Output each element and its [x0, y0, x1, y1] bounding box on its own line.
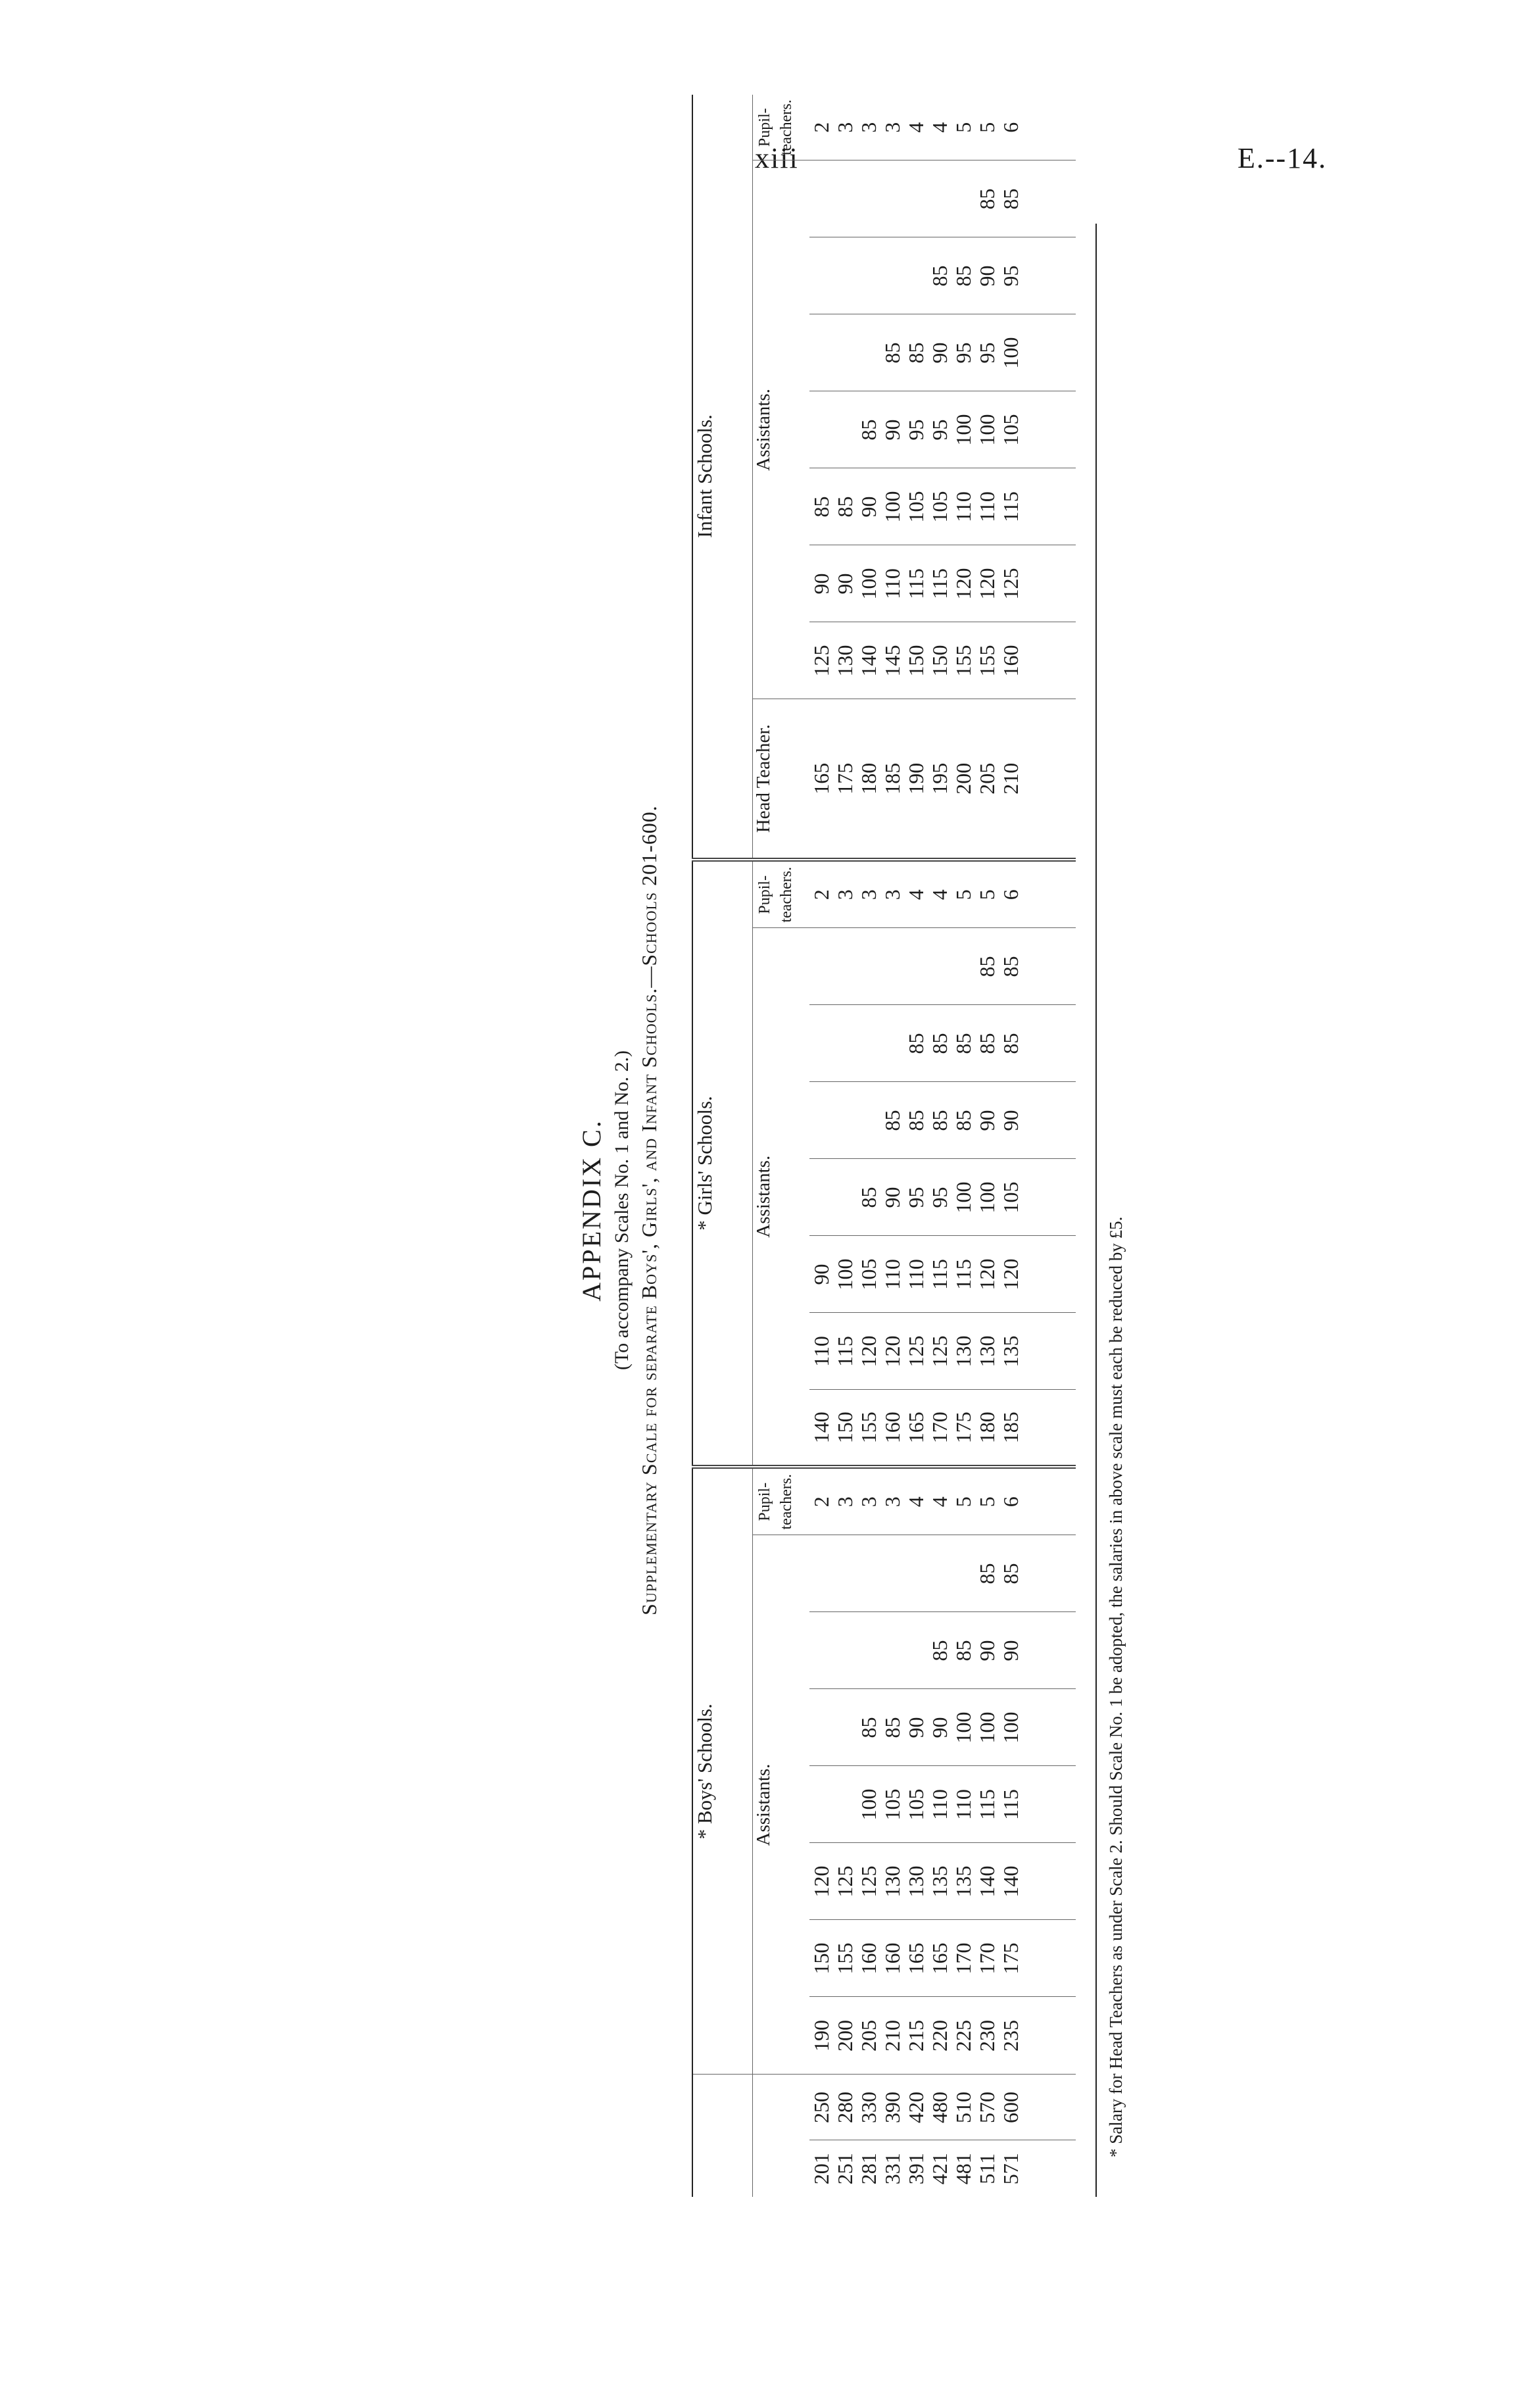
- scale-cell: 185: [999, 1412, 1022, 1444]
- girls-pupil-teachers-label: Pupil-teachers.: [756, 866, 795, 923]
- scale-cell: 130: [975, 1335, 999, 1367]
- scale-cell: [928, 160, 951, 237]
- scale-cell: 160: [857, 1942, 880, 1975]
- scale-cell: 85: [857, 419, 880, 441]
- scale-cell: 205: [857, 2020, 880, 2052]
- scale-cell: 3: [857, 1496, 880, 1508]
- scale-cell: 165: [904, 1412, 928, 1444]
- scale-cell: [809, 1536, 833, 1612]
- scale-cell: [904, 1613, 928, 1689]
- scale-column-10: [809, 1467, 1076, 1535]
- scale-cell: 90: [880, 1187, 904, 1208]
- scale-cell: 165: [904, 1942, 928, 1975]
- scale-cell: [833, 1613, 857, 1689]
- scale-cell: 160: [880, 1412, 904, 1444]
- scale-cell: 135: [999, 1335, 1022, 1367]
- footnote: * Salary for Head Teachers as under Scale 2. Should Scale No. 1 be adopted, the salaries in above scale must each be reduced by £5.: [1095, 224, 1126, 2197]
- scale-cell: 230: [975, 2020, 999, 2052]
- document-reference: E.--14.: [1238, 142, 1328, 174]
- scale-cell: 115: [928, 568, 951, 599]
- scale-cell: 6: [999, 1496, 1022, 1508]
- scale-cell: 95: [928, 1187, 951, 1208]
- scale-cell: 3: [833, 889, 857, 900]
- scale-cell: [833, 928, 857, 1004]
- scale-cell: [904, 237, 928, 314]
- scale-cell: 100: [857, 568, 880, 600]
- scale-cell: [857, 1536, 880, 1612]
- scale-cell: 251: [833, 2153, 857, 2185]
- scale-cell: 90: [999, 1640, 1022, 1661]
- scale-cell: 175: [951, 1412, 975, 1444]
- range-header: [692, 2075, 753, 2197]
- scale-cell: 125: [999, 568, 1022, 600]
- scale-cell: 330: [857, 2092, 880, 2123]
- scale-cell: [833, 1536, 857, 1612]
- scale-cell: 95: [999, 265, 1022, 287]
- scale-cell: 105: [928, 491, 951, 523]
- scale-cell: 85: [975, 956, 999, 977]
- appendix-heading: Supplementary Scale for separate Boys', Girls', and Infant Schools.—Schools 201-600.: [637, 805, 661, 1615]
- scale-cell: 90: [857, 496, 880, 518]
- scale-cell: 3: [833, 1496, 857, 1508]
- scale-column-3: [809, 1997, 1076, 2075]
- scale-column-6: [809, 1766, 1076, 1843]
- scale-cell: 4: [928, 1496, 951, 1508]
- scale-cell: 235: [999, 2020, 1022, 2052]
- scale-cell: [857, 237, 880, 314]
- scale-cell: 85: [857, 1187, 880, 1208]
- scale-cell: [809, 314, 833, 391]
- scale-cell: 150: [904, 645, 928, 677]
- scale-cell: 85: [928, 1033, 951, 1054]
- scale-cell: 85: [951, 265, 975, 287]
- scale-cell: [928, 1536, 951, 1612]
- scale-cell: 95: [904, 419, 928, 441]
- scale-cell: 85: [880, 1717, 904, 1738]
- scale-cell: 571: [999, 2153, 1022, 2185]
- scale-cell: 120: [975, 1258, 999, 1290]
- boys-assistants-header: Assistants.: [753, 1535, 810, 2075]
- scale-cell: 420: [904, 2092, 928, 2123]
- scale-cell: 125: [857, 1865, 880, 1898]
- scale-cell: [951, 1536, 975, 1612]
- scale-column-16: [809, 1005, 1076, 1082]
- range-subheader: [753, 2075, 810, 2197]
- scale-cell: 95: [951, 342, 975, 364]
- scale-cell: 140: [975, 1865, 999, 1898]
- scale-cell: [904, 160, 928, 237]
- scale-cell: 280: [833, 2092, 857, 2123]
- scale-cell: 85: [999, 1033, 1022, 1054]
- scale-cell: 100: [880, 491, 904, 523]
- scale-cell: 190: [904, 762, 928, 795]
- scale-cell: 140: [857, 645, 880, 677]
- scale-cell: 155: [975, 645, 999, 677]
- boys-pupil-teachers-header: [753, 1467, 810, 1535]
- scale-cell: 220: [928, 2020, 951, 2052]
- scale-column-2: [809, 2075, 1076, 2140]
- scale-column-1: [809, 2140, 1076, 2197]
- scale-cell: 155: [857, 1412, 880, 1444]
- scale-cell: 85: [809, 496, 833, 518]
- scale-cell: [857, 928, 880, 1004]
- scale-column-5: [809, 1843, 1076, 1920]
- scale-cell: 90: [928, 342, 951, 364]
- scale-cell: [880, 928, 904, 1004]
- scale-cell: 160: [880, 1942, 904, 1975]
- scale-column-15: [809, 1082, 1076, 1159]
- scale-cell: [857, 1613, 880, 1689]
- scale-cell: 115: [975, 1789, 999, 1820]
- scale-cell: 3: [880, 1496, 904, 1508]
- scale-cell: 391: [904, 2153, 928, 2185]
- scale-cell: 250: [809, 2092, 833, 2123]
- scale-cell: [809, 928, 833, 1004]
- scale-cell: 185: [880, 762, 904, 795]
- scale-cell: 4: [928, 122, 951, 133]
- scale-column-4: [809, 1920, 1076, 1997]
- scale-cell: 115: [999, 491, 1022, 522]
- girls-pupil-teachers-header: [753, 860, 810, 928]
- infant-pupil-teachers-label: Pupil-teachers.: [756, 99, 795, 156]
- scale-cell: [833, 1005, 857, 1081]
- scale-cell: 95: [904, 1187, 928, 1208]
- scale-cell: 2: [809, 1496, 833, 1508]
- scale-cell: 175: [999, 1942, 1022, 1975]
- scale-cell: 90: [809, 573, 833, 595]
- scale-cell: 201: [809, 2153, 833, 2185]
- scale-cell: 105: [999, 414, 1022, 446]
- scale-cell: 85: [999, 188, 1022, 210]
- scale-cell: 85: [928, 265, 951, 287]
- scale-cell: 130: [833, 645, 857, 677]
- scale-cell: [809, 160, 833, 237]
- scale-cell: [809, 1159, 833, 1235]
- infant-head-teacher-header: Head Teacher.: [753, 699, 810, 860]
- scale-cell: 90: [904, 1717, 928, 1738]
- scale-cell: [833, 1767, 857, 1843]
- scale-cell: 3: [833, 122, 857, 133]
- scale-cell: 5: [975, 889, 999, 900]
- scale-cell: 5: [975, 122, 999, 133]
- scale-cell: 170: [951, 1942, 975, 1975]
- scale-cell: 115: [904, 568, 928, 599]
- scale-cell: 155: [951, 645, 975, 677]
- scale-cell: 4: [904, 889, 928, 900]
- scale-cell: 6: [999, 122, 1022, 133]
- scale-column-27: [809, 95, 1076, 160]
- appendix-subtitle: (To accompany Scales No. 1 and No. 2.): [611, 1050, 633, 1371]
- scale-cell: 570: [975, 2092, 999, 2123]
- scale-column-17: [809, 928, 1076, 1005]
- scale-cell: [951, 928, 975, 1004]
- boys-pupil-teachers-label: Pupil-teachers.: [756, 1473, 795, 1530]
- scale-cell: 4: [928, 889, 951, 900]
- scale-cell: 421: [928, 2153, 951, 2185]
- scale-cell: 390: [880, 2092, 904, 2123]
- scale-cell: 100: [833, 1258, 857, 1290]
- scale-cell: 200: [951, 762, 975, 795]
- scale-cell: 3: [880, 122, 904, 133]
- scale-cell: [809, 1767, 833, 1843]
- scale-cell: 115: [928, 1259, 951, 1290]
- scale-cell: 85: [951, 1640, 975, 1661]
- scale-cell: [857, 1082, 880, 1158]
- scale-cell: 115: [999, 1789, 1022, 1820]
- scale-cell: [833, 237, 857, 314]
- scale-cell: 110: [928, 1789, 951, 1820]
- scale-cell: 3: [857, 889, 880, 900]
- scale-cell: 90: [975, 1110, 999, 1131]
- scale-cell: [928, 928, 951, 1004]
- scale-column-11: [809, 1390, 1076, 1467]
- scale-cell: 85: [999, 956, 1022, 977]
- scale-cell: 150: [928, 645, 951, 677]
- scale-cell: 175: [833, 762, 857, 795]
- scale-cell: 85: [857, 1717, 880, 1738]
- scale-cell: 105: [904, 491, 928, 523]
- scale-cell: 95: [975, 342, 999, 364]
- scale-cell: 210: [880, 2020, 904, 2052]
- scale-cell: 120: [975, 568, 999, 600]
- scale-cell: 120: [857, 1335, 880, 1367]
- scale-cell: 190: [809, 2020, 833, 2052]
- scale-cell: 225: [951, 2020, 975, 2052]
- scale-cell: 5: [951, 1496, 975, 1508]
- scale-cell: 85: [928, 1640, 951, 1661]
- infant-schools-header: Infant Schools.: [692, 95, 753, 860]
- scale-cell: [809, 1690, 833, 1766]
- scale-cell: 481: [951, 2153, 975, 2185]
- scale-cell: 165: [928, 1942, 951, 1975]
- scale-cell: 105: [857, 1258, 880, 1290]
- scale-cell: 120: [809, 1865, 833, 1898]
- scale-cell: 90: [880, 419, 904, 441]
- scale-cell: 120: [951, 568, 975, 600]
- scale-cell: 125: [928, 1335, 951, 1367]
- scale-cell: 215: [904, 2020, 928, 2052]
- scale-cell: 110: [880, 568, 904, 599]
- scale-cell: [880, 1613, 904, 1689]
- scale-cell: 110: [904, 1259, 928, 1290]
- scale-cell: [809, 391, 833, 468]
- scale-cell: 85: [951, 1033, 975, 1054]
- scale-cell: 120: [880, 1335, 904, 1367]
- scale-cell: 210: [999, 762, 1022, 795]
- scale-cell: 100: [999, 1711, 1022, 1744]
- scale-cell: 100: [975, 1711, 999, 1744]
- scale-cell: 205: [975, 762, 999, 795]
- scale-cell: [833, 1159, 857, 1235]
- scale-cell: [880, 1005, 904, 1081]
- scale-cell: 100: [857, 1788, 880, 1821]
- scale-cell: 85: [975, 188, 999, 210]
- scale-cell: 110: [951, 491, 975, 522]
- scale-cell: 200: [833, 2020, 857, 2052]
- scale-cell: 150: [809, 1942, 833, 1975]
- scale-cell: 85: [880, 342, 904, 364]
- girls-assistants-header: Assistants.: [753, 928, 810, 1467]
- scale-cell: 170: [928, 1412, 951, 1444]
- scale-cell: 170: [975, 1942, 999, 1975]
- scale-column-8: [809, 1612, 1076, 1689]
- scale-cell: 480: [928, 2092, 951, 2123]
- scale-cell: 135: [951, 1865, 975, 1898]
- infant-assistants-header: Assistants.: [753, 160, 810, 699]
- scale-cell: [809, 1005, 833, 1081]
- scale-cell: 160: [999, 645, 1022, 677]
- scale-column-19: [809, 699, 1076, 860]
- scale-cell: 140: [999, 1865, 1022, 1898]
- scale-cell: 90: [809, 1264, 833, 1285]
- title-block: [575, 224, 692, 2197]
- scale-column-20: [809, 622, 1076, 699]
- scale-cell: [857, 314, 880, 391]
- scale-column-26: [809, 160, 1076, 237]
- scale-cell: 85: [904, 342, 928, 364]
- scale-cell: 180: [857, 762, 880, 795]
- scale-cell: 90: [975, 265, 999, 287]
- data-row: [809, 95, 1076, 2197]
- scale-cell: 90: [999, 1110, 1022, 1131]
- scale-cell: 105: [999, 1181, 1022, 1214]
- scale-column-18: [809, 860, 1076, 928]
- scale-cell: 5: [951, 122, 975, 133]
- scale-cell: [833, 1082, 857, 1158]
- scale-cell: 510: [951, 2092, 975, 2123]
- scale-cell: 90: [833, 573, 857, 595]
- salary-scale-table: [692, 95, 1076, 2197]
- scale-cell: 95: [928, 419, 951, 441]
- scale-cell: 4: [904, 1496, 928, 1508]
- scale-cell: 600: [999, 2092, 1022, 2123]
- scale-cell: 135: [928, 1865, 951, 1898]
- scale-cell: [833, 391, 857, 468]
- scale-cell: 85: [951, 1110, 975, 1131]
- scale-cell: 100: [975, 414, 999, 446]
- scale-cell: 130: [951, 1335, 975, 1367]
- scale-cell: [809, 237, 833, 314]
- scale-cell: [857, 1005, 880, 1081]
- scale-cell: 6: [999, 889, 1022, 900]
- scale-cell: 180: [975, 1412, 999, 1444]
- scale-column-14: [809, 1159, 1076, 1236]
- scale-cell: 125: [833, 1865, 857, 1898]
- scale-cell: [809, 1613, 833, 1689]
- page-number: xiii: [755, 142, 799, 174]
- scale-cell: [809, 1082, 833, 1158]
- scale-cell: 105: [904, 1788, 928, 1821]
- scale-cell: 115: [833, 1336, 857, 1367]
- scale-cell: 130: [904, 1865, 928, 1898]
- scale-column-24: [809, 314, 1076, 391]
- scale-cell: [833, 1690, 857, 1766]
- scale-cell: 100: [951, 414, 975, 446]
- scale-column-23: [809, 391, 1076, 468]
- scale-cell: [951, 160, 975, 237]
- scale-cell: 100: [951, 1711, 975, 1744]
- scale-cell: [880, 160, 904, 237]
- girls-schools-header: * Girls' Schools.: [692, 860, 753, 1467]
- scale-cell: 85: [928, 1110, 951, 1131]
- scale-cell: 105: [880, 1788, 904, 1821]
- subheader-row: [753, 95, 810, 2197]
- boys-schools-header: * Boys' Schools.: [692, 1467, 753, 2075]
- scale-cell: 110: [951, 1789, 975, 1820]
- scale-cell: 100: [999, 337, 1022, 369]
- scale-cell: 5: [951, 889, 975, 900]
- scale-cell: 281: [857, 2153, 880, 2185]
- scale-cell: 110: [809, 1336, 833, 1367]
- group-header-row: [692, 95, 753, 2197]
- scale-column-12: [809, 1313, 1076, 1390]
- scale-cell: 110: [880, 1259, 904, 1290]
- scale-cell: 85: [975, 1563, 999, 1585]
- scale-column-21: [809, 545, 1076, 622]
- scale-cell: 155: [833, 1942, 857, 1975]
- scale-cell: [833, 314, 857, 391]
- scale-cell: [857, 160, 880, 237]
- scale-cell: 4: [904, 122, 928, 133]
- scale-cell: 85: [999, 1563, 1022, 1585]
- scale-column-9: [809, 1535, 1076, 1612]
- scale-column-25: [809, 237, 1076, 314]
- scale-cell: 85: [904, 1110, 928, 1131]
- infant-pupil-teachers-header: [753, 95, 810, 160]
- scale-cell: 511: [975, 2153, 999, 2184]
- scale-cell: 331: [880, 2153, 904, 2185]
- scale-cell: 130: [880, 1865, 904, 1898]
- scale-cell: 195: [928, 762, 951, 795]
- scale-cell: 145: [880, 645, 904, 677]
- scale-cell: [904, 928, 928, 1004]
- scale-cell: [880, 1536, 904, 1612]
- scale-cell: [880, 237, 904, 314]
- scale-cell: 2: [809, 889, 833, 900]
- scale-cell: 85: [833, 496, 857, 518]
- scale-cell: 150: [833, 1412, 857, 1444]
- scale-cell: 110: [975, 491, 999, 522]
- scale-cell: 85: [975, 1033, 999, 1054]
- scale-cell: 85: [904, 1033, 928, 1054]
- scale-column-22: [809, 468, 1076, 545]
- scale-cell: 100: [951, 1181, 975, 1214]
- scale-cell: 90: [928, 1717, 951, 1738]
- scale-cell: 2: [809, 122, 833, 133]
- scale-cell: [833, 160, 857, 237]
- scale-cell: 125: [904, 1335, 928, 1367]
- scale-column-7: [809, 1689, 1076, 1766]
- scale-cell: 120: [999, 1258, 1022, 1290]
- scale-cell: 140: [809, 1412, 833, 1444]
- appendix-title: APPENDIX C.: [577, 1119, 606, 1302]
- scale-cell: 5: [975, 1496, 999, 1508]
- scale-cell: 100: [975, 1181, 999, 1214]
- scale-cell: 3: [857, 122, 880, 133]
- scale-column-13: [809, 1236, 1076, 1313]
- scale-cell: 90: [975, 1640, 999, 1661]
- scale-cell: 165: [809, 762, 833, 795]
- scale-cell: [904, 1536, 928, 1612]
- scale-cell: 125: [809, 645, 833, 677]
- scale-cell: 115: [951, 1259, 975, 1290]
- scale-cell: 3: [880, 889, 904, 900]
- scale-cell: 85: [880, 1110, 904, 1131]
